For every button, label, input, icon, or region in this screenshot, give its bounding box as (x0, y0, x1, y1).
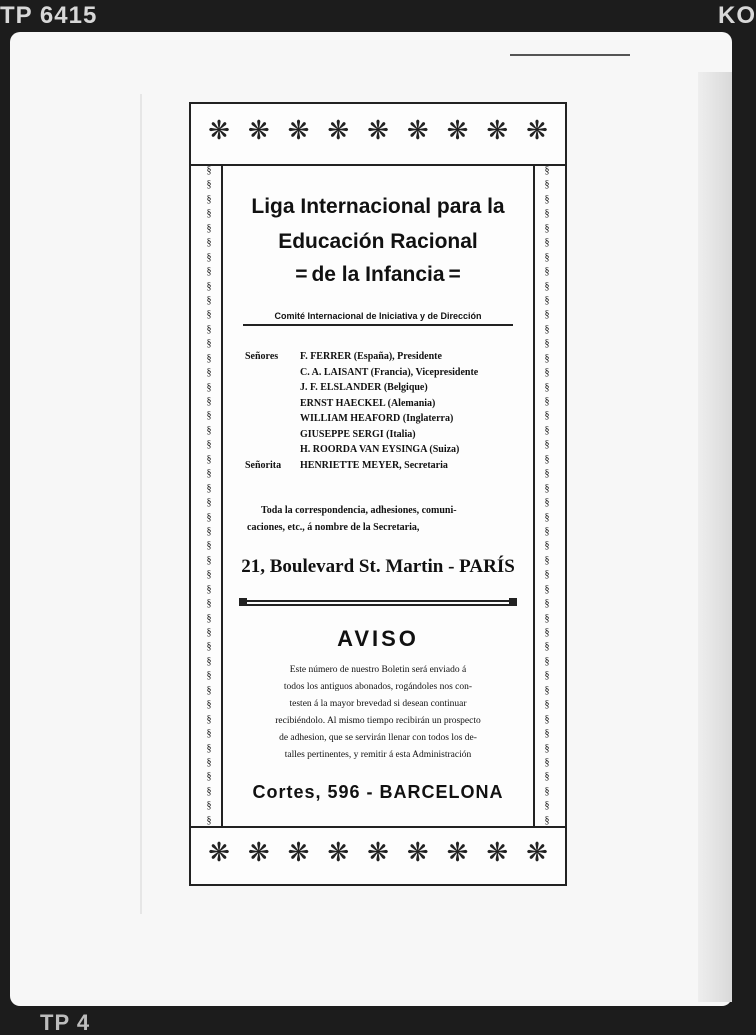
chain-link-icon: § (206, 381, 212, 393)
correspondence-line-1: Toda la correspondencia, adhesiones, comuni- (261, 505, 457, 516)
paper-edge-shadow (698, 72, 732, 1002)
ornament-icon: ❋ (327, 838, 350, 867)
ornament-row-top (205, 118, 551, 144)
chain-link-icon: § (544, 352, 550, 364)
chain-link-icon: § (206, 641, 212, 653)
chain-link-icon: § (544, 367, 550, 379)
chain-link-icon: § (206, 193, 212, 205)
chain-link-icon: § (544, 655, 550, 667)
chain-link-icon: § (206, 699, 212, 711)
chain-link-icon: § (544, 179, 550, 191)
chain-link-icon: § (206, 771, 212, 783)
chain-link-icon: § (544, 396, 550, 407)
ornament-row-bottom (205, 840, 551, 866)
chain-link-icon: § (544, 814, 550, 826)
member-row (245, 399, 545, 411)
chain-link-icon: § (206, 453, 212, 465)
chain-link-icon: § (206, 713, 212, 725)
chain-border-left (205, 166, 213, 826)
chain-link-icon: § (206, 294, 212, 306)
paris-address: 21, Boulevard St. Martin - PARÍS (241, 556, 515, 577)
chain-link-icon: § (544, 525, 550, 537)
chain-link-icon: § (544, 193, 550, 205)
chain-link-icon: § (206, 410, 212, 422)
aviso-line: Este número de nuestro Boletin será enviado á (289, 665, 467, 675)
member-row (245, 461, 545, 473)
member-name: ERNST HAECKEL (Alemania) (300, 397, 436, 409)
chain-link-icon: § (206, 655, 212, 667)
chain-link-icon: § (544, 627, 550, 638)
member-name: GIUSEPPE SERGI (Italia) (300, 428, 416, 440)
chain-link-icon: § (206, 511, 212, 523)
chain-link-icon: § (544, 583, 550, 595)
chain-link-icon: § (544, 165, 550, 176)
chain-link-icon: § (544, 280, 550, 292)
aviso-line: testen á la mayor brevedad si desean continuar (289, 699, 467, 709)
chain-link-icon: § (544, 684, 550, 696)
ornament-icon: ❋ (526, 116, 548, 145)
chain-link-icon: § (544, 251, 550, 263)
chain-link-icon: § (206, 569, 212, 581)
header-ornament-left: = (295, 263, 308, 286)
chain-link-icon: § (206, 468, 212, 480)
chain-link-icon: § (544, 569, 550, 581)
chain-link-icon: § (544, 309, 550, 321)
comite-heading: Comité Internacional de Iniciativa y de Dirección (243, 311, 513, 326)
chain-link-icon: § (544, 208, 550, 220)
chain-link-icon: § (206, 756, 212, 768)
ornament-icon: ❋ (327, 116, 350, 145)
ornament-icon: ❋ (247, 838, 270, 867)
chain-link-icon: § (544, 439, 550, 451)
barcelona-address: Cortes, 596 - BARCELONA (252, 782, 504, 802)
ornament-icon: ❋ (406, 838, 429, 867)
divider-bar (243, 600, 513, 606)
member-name: HENRIETTE MEYER, Secretaria (300, 459, 448, 471)
ornament-icon: ❋ (486, 116, 509, 145)
chain-link-icon: § (206, 482, 212, 494)
ornament-icon: ❋ (446, 116, 469, 145)
member-name: F. FERRER (España), Presidente (300, 351, 442, 362)
chain-link-icon: § (206, 208, 212, 220)
chain-link-icon: § (206, 627, 212, 638)
ornament-icon: ❋ (446, 838, 469, 867)
chain-link-icon: § (544, 511, 550, 523)
chain-link-icon: § (544, 381, 550, 393)
chain-link-icon: § (544, 468, 550, 480)
chain-link-icon: § (206, 266, 212, 278)
chain-link-icon: § (206, 237, 212, 249)
chain-link-icon: § (544, 222, 550, 234)
border-line-left (221, 166, 223, 826)
header-line-3-text: de la Infancia (311, 263, 445, 286)
chain-link-icon: § (206, 670, 212, 682)
chain-link-icon: § (206, 179, 212, 191)
chain-link-icon: § (544, 294, 550, 306)
chain-link-icon: § (544, 641, 550, 653)
ornament-icon: ❋ (287, 838, 310, 867)
ornament-icon: ❋ (287, 116, 310, 145)
header-line-1: Liga Internacional para la (251, 195, 505, 218)
advertisement-content (227, 166, 529, 826)
ornament-icon: ❋ (247, 116, 270, 145)
ornament-icon: ❋ (526, 838, 548, 867)
chain-link-icon: § (206, 222, 212, 234)
chain-link-icon: § (206, 424, 212, 436)
chain-link-icon: § (206, 396, 212, 407)
chain-link-icon: § (544, 338, 550, 350)
film-code-left: TP 6415 (0, 2, 98, 29)
chain-link-icon: § (206, 742, 212, 754)
chain-link-icon: § (544, 482, 550, 494)
chain-link-icon: § (206, 598, 212, 610)
member-row (245, 414, 545, 426)
member-name: J. F. ELSLANDER (Belgique) (300, 382, 428, 393)
chain-link-icon: § (206, 540, 212, 552)
chain-link-icon: § (206, 367, 212, 379)
chain-link-icon: § (544, 540, 550, 552)
chain-link-icon: § (206, 338, 212, 350)
chain-link-icon: § (206, 497, 212, 509)
chain-link-icon: § (206, 728, 212, 740)
header-ornament-right: = (448, 263, 461, 286)
chain-link-icon: § (544, 728, 550, 740)
advertisement-frame (189, 102, 567, 886)
chain-link-icon: § (544, 699, 550, 711)
chain-link-icon: § (206, 554, 212, 566)
chain-link-icon: § (544, 670, 550, 682)
bottom-rule (191, 826, 565, 828)
ornament-icon: ❋ (208, 838, 230, 867)
chain-link-icon: § (206, 280, 212, 292)
chain-link-icon: § (206, 814, 212, 826)
chain-link-icon: § (206, 352, 212, 364)
chain-link-icon: § (544, 237, 550, 249)
chain-border-right (543, 166, 551, 826)
film-code-bottom: TP 4 (40, 1010, 91, 1035)
member-name: WILLIAM HEAFORD (Inglaterra) (300, 413, 454, 424)
chain-link-icon: § (544, 410, 550, 422)
aviso-line: todos los antiguos abonados, rogándoles nos con- (283, 682, 473, 692)
chain-link-icon: § (544, 453, 550, 465)
member-row (245, 368, 545, 380)
chain-link-icon: § (544, 785, 550, 797)
paper-fold-line (140, 94, 142, 914)
chain-link-icon: § (544, 424, 550, 436)
paper-scratch-line (510, 54, 630, 56)
aviso-line: talles pertinentes, y remitir á esta Administración (284, 750, 472, 760)
chain-link-icon: § (206, 251, 212, 263)
chain-link-icon: § (206, 309, 212, 321)
chain-link-icon: § (544, 756, 550, 768)
member-name: C. A. LAISANT (Francia), Vicepresidente (300, 366, 479, 378)
chain-link-icon: § (544, 713, 550, 725)
border-line-right (533, 166, 535, 826)
chain-link-icon: § (544, 771, 550, 783)
member-row (245, 383, 545, 395)
chain-link-icon: § (544, 742, 550, 754)
chain-link-icon: § (544, 612, 550, 624)
chain-link-icon: § (544, 598, 550, 610)
chain-link-icon: § (206, 323, 212, 335)
film-code-right: KO (718, 2, 756, 29)
chain-link-icon: § (206, 165, 212, 176)
member-name: H. ROORDA VAN EYSINGA (Suiza) (300, 444, 460, 455)
header-line-2: Educación Racional (278, 230, 478, 253)
chain-link-icon: § (544, 554, 550, 566)
member-title: Señorita (245, 459, 282, 471)
chain-link-icon: § (206, 800, 212, 812)
member-row (245, 445, 545, 457)
chain-link-icon: § (206, 439, 212, 451)
ornament-icon: ❋ (208, 116, 230, 145)
ornament-icon: ❋ (367, 116, 389, 145)
chain-link-icon: § (206, 583, 212, 595)
chain-link-icon: § (544, 323, 550, 335)
correspondence-line-2: caciones, etc., á nombre de la Secretaria, (247, 522, 420, 533)
ornament-icon: ❋ (486, 838, 509, 867)
chain-link-icon: § (206, 612, 212, 624)
aviso-title: AVISO (337, 626, 419, 651)
ornament-icon: ❋ (367, 838, 389, 867)
header-line-3 (227, 264, 529, 285)
chain-link-icon: § (544, 800, 550, 812)
member-row (245, 430, 545, 442)
chain-link-icon: § (206, 525, 212, 537)
aviso-line: de adhesion, que se servirán llenar con todos los de- (279, 733, 477, 743)
member-row (245, 352, 545, 364)
ornament-icon: ❋ (406, 116, 429, 145)
chain-link-icon: § (206, 684, 212, 696)
chain-link-icon: § (544, 266, 550, 278)
chain-link-icon: § (544, 497, 550, 509)
chain-link-icon: § (206, 785, 212, 797)
member-title: Señores (245, 351, 279, 362)
aviso-line: recibiéndolo. Al mismo tiempo recibirán un prospecto (275, 716, 481, 726)
